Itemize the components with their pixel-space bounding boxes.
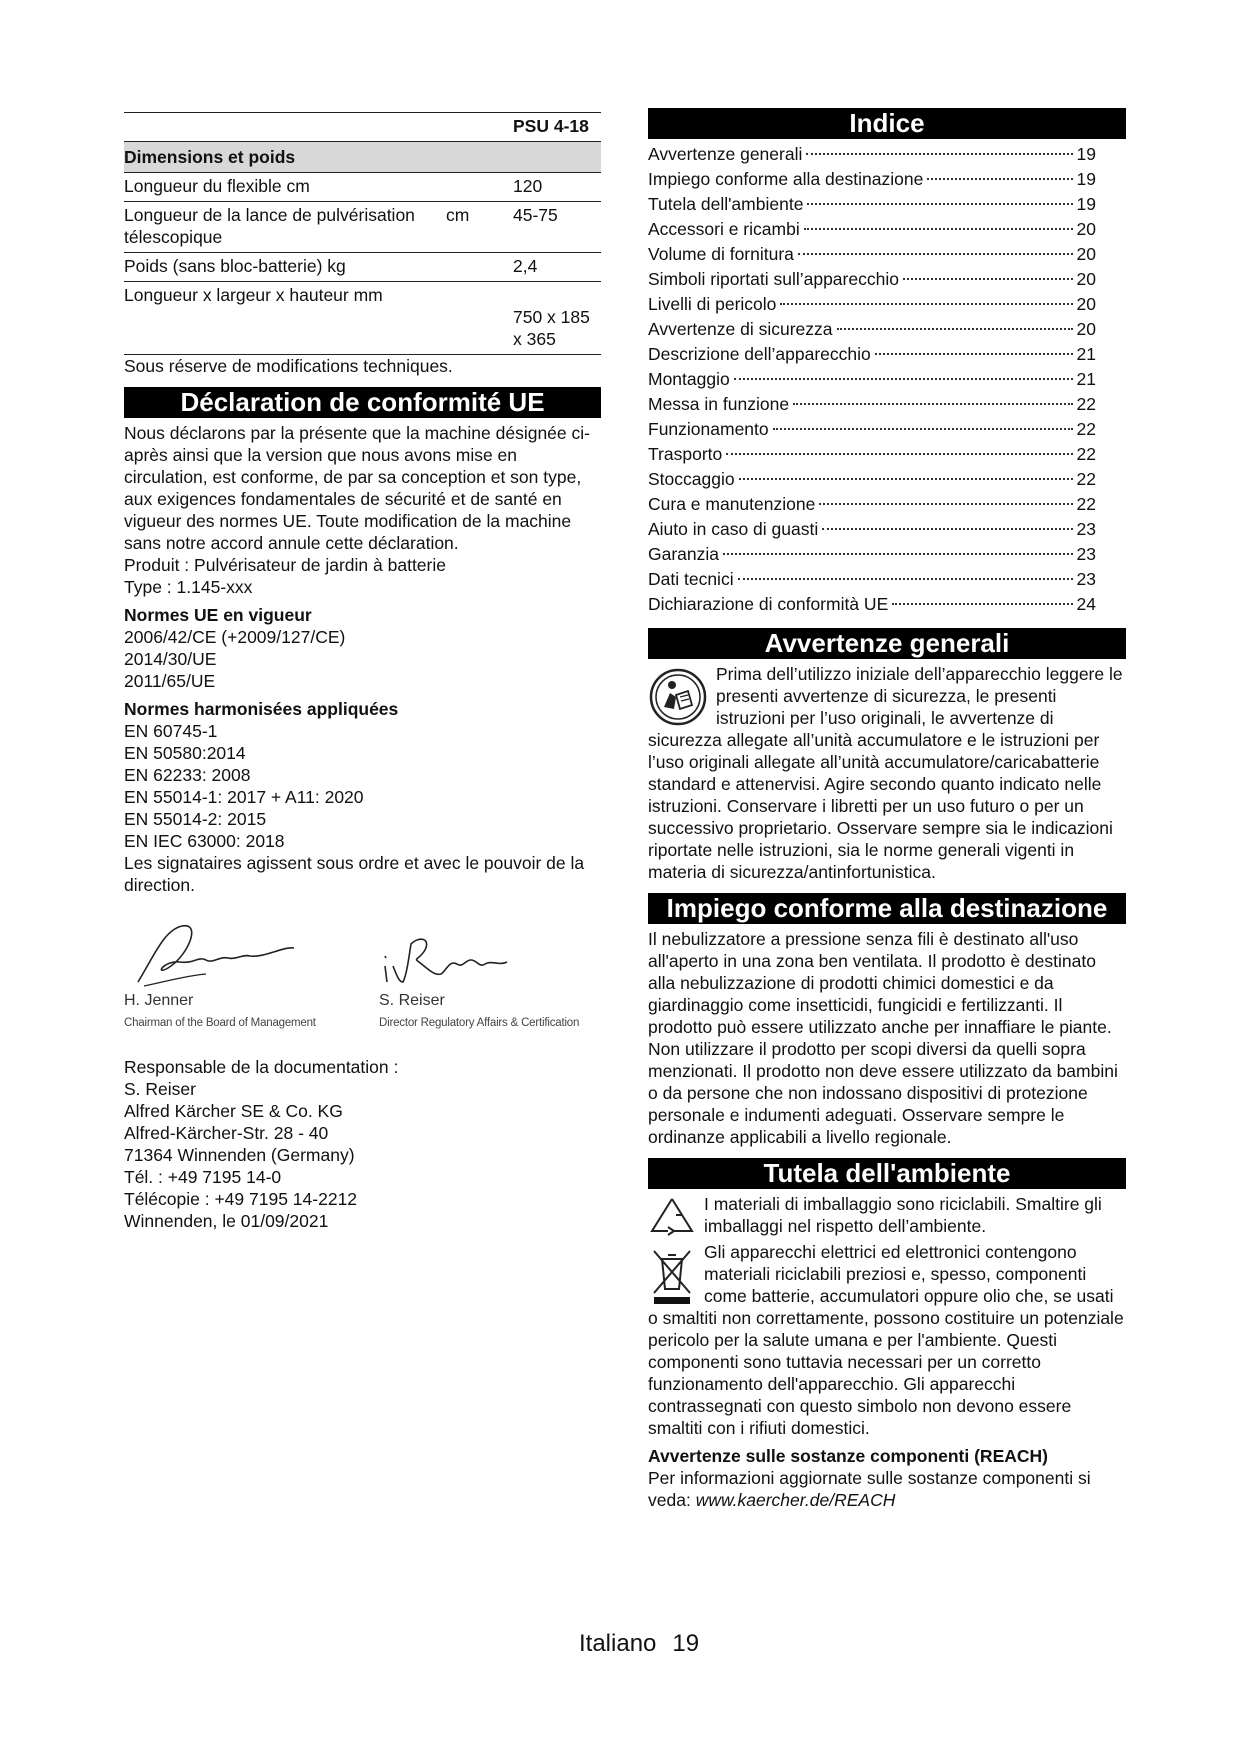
toc-leader (723, 553, 1073, 555)
general-warnings-title: Avvertenze generali (648, 628, 1126, 659)
doc-line: Télécopie : +49 7195 14-2212 (124, 1189, 358, 1209)
toc-leader (734, 378, 1073, 380)
toc-label: Descrizione dell’apparecchio (648, 344, 871, 364)
spec-value: 750 x 185 x 365 (513, 282, 601, 355)
toc-page: 20 (1076, 319, 1096, 339)
toc-label: Impiego conforme alla destinazione (648, 169, 924, 189)
table-of-contents (648, 143, 1126, 618)
toc-item[interactable] (648, 343, 1126, 368)
toc-leader (739, 478, 1073, 480)
page-number: 19 (672, 1630, 700, 1657)
spec-value: 2,4 (513, 253, 601, 282)
spec-value: 120 (513, 173, 601, 202)
spec-row (124, 282, 601, 355)
doc-line: Alfred Kärcher SE & Co. KG (124, 1101, 343, 1121)
spec-row (124, 173, 601, 202)
toc-leader (793, 403, 1072, 405)
reach-paragraph (648, 1467, 1126, 1511)
signature-jenner-icon (124, 916, 324, 994)
toc-label: Cura e manutenzione (648, 494, 816, 514)
toc-label: Dati tecnici (648, 569, 734, 589)
declaration-title: Déclaration de conformité UE (124, 387, 601, 418)
toc-page: 23 (1076, 569, 1096, 589)
toc-leader (903, 278, 1073, 280)
spec-group-row (124, 142, 601, 173)
toc-page: 21 (1076, 369, 1096, 389)
spec-header-row (124, 113, 601, 142)
toc-label: Garanzia (648, 544, 720, 564)
toc-label: Stoccaggio (648, 469, 735, 489)
toc-page: 22 (1076, 419, 1096, 439)
toc-item[interactable] (648, 168, 1126, 193)
model-header: PSU 4-18 (513, 113, 601, 142)
toc-item[interactable] (648, 293, 1126, 318)
toc-page: 23 (1076, 519, 1096, 539)
intended-use-text: Il nebulizzatore a pressione senza fili è destinato all'uso all'aperto in una zona ben ventilata. Il prodotto è destinato alla nebulizzazione di prodotti chimici domestici e da giardinaggio come insetticidi, fungicidi e fertilizzanti. Il prodotto può essere utilizzato anche per innaffiare le piante. Non utilizzare il prodotto per scopi diversi da quelli sopra menzionati. Il prodotto non deve essere utilizzato da bambini o da persone che non indossano dispositivi di protezione personale e indumenti adeguati. Osservare sempre le ordinanze applicabili a livello regionale. (648, 929, 1118, 1147)
toc-item[interactable] (648, 593, 1126, 618)
toc-leader (780, 303, 1072, 305)
toc-page: 19 (1076, 144, 1096, 164)
toc-page: 22 (1076, 469, 1096, 489)
doc-line: Winnenden, le 01/09/2021 (124, 1211, 329, 1231)
toc-page: 20 (1076, 219, 1096, 239)
intended-use-title: Impiego conforme alla destinazione (648, 893, 1126, 924)
toc-leader (927, 178, 1072, 180)
spec-label: Longueur du flexible (124, 176, 282, 196)
toc-item[interactable] (648, 518, 1126, 543)
toc-item[interactable] (648, 568, 1126, 593)
toc-label: Montaggio (648, 369, 730, 389)
signatures (124, 916, 601, 1046)
toc-page: 21 (1076, 344, 1096, 364)
spec-table (124, 112, 601, 355)
crossed-bin-icon (648, 1245, 696, 1305)
recycle-icon (648, 1195, 696, 1239)
toc-leader (892, 603, 1072, 605)
right-column (648, 108, 1126, 1511)
environment-title: Tutela dell'ambiente (648, 1158, 1126, 1189)
eu-norm-item: 2014/30/UE (124, 649, 217, 669)
declaration-product: Produit : Pulvérisateur de jardin à batterie (124, 555, 446, 575)
signer-name: H. Jenner (124, 992, 194, 1009)
toc-item[interactable] (648, 543, 1126, 568)
toc-leader (726, 453, 1072, 455)
toc-leader (807, 203, 1072, 205)
toc-page: 19 (1076, 169, 1096, 189)
doc-line: Alfred-Kärcher-Str. 28 - 40 (124, 1123, 329, 1143)
harmonized-norm-item: EN IEC 63000: 2018 (124, 831, 285, 851)
toc-leader (875, 353, 1073, 355)
toc-leader (773, 428, 1073, 430)
toc-label: Funzionamento (648, 419, 769, 439)
harmonized-norm-item: EN 50580:2014 (124, 743, 246, 763)
doc-line: S. Reiser (124, 1079, 196, 1099)
documentation-contact (124, 1056, 601, 1232)
spec-label: Poids (sans bloc-batterie) (124, 256, 323, 276)
toc-label: Volume di fornitura (648, 244, 794, 264)
toc-page: 20 (1076, 269, 1096, 289)
toc-leader (819, 503, 1072, 505)
signature-reiser-icon (379, 916, 579, 994)
toc-item[interactable] (648, 443, 1126, 468)
harmonized-norm-item: EN 62233: 2008 (124, 765, 251, 785)
technical-note: Sous réserve de modifications techniques. (124, 356, 453, 376)
toc-page: 22 (1076, 444, 1096, 464)
harmonized-norms-title: Normes harmonisées appliquées (124, 699, 399, 719)
declaration-type: Type : 1.145-xxx (124, 577, 253, 597)
signer-name: S. Reiser (379, 992, 445, 1009)
eu-norm-item: 2006/42/CE (+2009/127/CE) (124, 627, 346, 647)
signature-block-reiser (379, 916, 629, 1034)
toc-item[interactable] (648, 268, 1126, 293)
toc-page: 22 (1076, 494, 1096, 514)
spec-row (124, 202, 601, 253)
toc-item[interactable] (648, 243, 1126, 268)
toc-item[interactable] (648, 468, 1126, 493)
toc-label: Dichiarazione di conformità UE (648, 594, 889, 614)
toc-leader (804, 228, 1073, 230)
spec-label: Longueur de la lance de pulvérisation télescopique (124, 205, 415, 247)
toc-leader (738, 578, 1073, 580)
doc-line: Tél. : +49 7195 14-0 (124, 1167, 282, 1187)
declaration-intro: Nous déclarons par la présente que la machine désignée ci-après ainsi que la version que nous avons mise en circulation, est conforme, de par sa conception et son type, aux exigences fondamentales de sécurité et de santé en vigueur des normes UE. Toute modification de la machine sans notre accord annule cette déclaration. (124, 423, 590, 553)
weee-note (648, 1241, 1126, 1439)
toc-page: 20 (1076, 294, 1096, 314)
spec-unit: cm (446, 205, 470, 225)
spec-unit: mm (353, 285, 383, 305)
toc-item[interactable] (648, 193, 1126, 218)
toc-label: Avvertenze generali (648, 144, 803, 164)
toc-leader (822, 528, 1072, 530)
toc-label: Trasporto (648, 444, 723, 464)
toc-label: Tutela dell'ambiente (648, 194, 804, 214)
toc-page: 19 (1076, 194, 1096, 214)
toc-leader (837, 328, 1073, 330)
toc-label: Livelli di pericolo (648, 294, 777, 314)
spec-label: Longueur x largeur x hauteur (124, 285, 349, 305)
spec-value: 45-75 (513, 202, 601, 253)
signer-role: Chairman of the Board of Management (124, 1017, 316, 1029)
toc-item[interactable] (648, 143, 1126, 168)
index-title: Indice (648, 108, 1126, 139)
doc-line: 71364 Winnenden (Germany) (124, 1145, 355, 1165)
eu-norm-item: 2011/65/UE (124, 671, 216, 691)
toc-page: 24 (1076, 594, 1096, 614)
footer-language: Italiano (579, 1630, 657, 1657)
toc-leader (798, 253, 1073, 255)
reach-link[interactable]: www.kaercher.de/REACH (695, 1490, 896, 1510)
spec-unit: kg (327, 256, 346, 276)
toc-label: Messa in funzione (648, 394, 790, 414)
toc-item[interactable] (648, 218, 1126, 243)
harmonized-norm-item: EN 60745-1 (124, 721, 218, 741)
doc-line: Responsable de la documentation : (124, 1057, 399, 1077)
spec-unit: cm (286, 176, 310, 196)
reach-title: Avvertenze sulle sostanze componenti (REACH) (648, 1446, 1048, 1466)
weee-text: Gli apparecchi elettrici ed elettronici contengono materiali riciclabili preziosi e, spesso, componenti come batterie, accumulatori oppure olio che, se usati o smaltiti non correttamente, possono costituire un potenziale pericolo per la salute umana e per l'ambiente. Questi componenti sono tuttavia necessari per un corretto funzionamento dell'apparecchio. Gli apparecchi contrassegnati con questo simbolo non devono essere smaltiti con i rifiuti domestici. (648, 1242, 1124, 1438)
toc-item[interactable] (648, 393, 1126, 418)
toc-label: Simboli riportati sull’apparecchio (648, 269, 899, 289)
page-footer (579, 1630, 715, 1658)
signatories-note: Les signataires agissent sous ordre et avec le pouvoir de la direction. (124, 853, 585, 895)
toc-label: Aiuto in caso di guasti (648, 519, 819, 539)
toc-page: 20 (1076, 244, 1096, 264)
toc-item[interactable] (648, 318, 1126, 343)
harmonized-norm-item: EN 55014-1: 2017 + A11: 2020 (124, 787, 364, 807)
spec-group-title: Dimensions et poids (124, 142, 601, 173)
toc-item[interactable] (648, 418, 1126, 443)
general-warnings-text: Prima dell’utilizzo iniziale dell’apparecchio leggere le presenti avvertenze di sicurezza, le presenti istruzioni per l’uso originali, le avvertenze di sicurezza allegate all’unità accumulatore e le istruzioni per l’uso originali allegate all’unità accumulatore/caricabatterie standard e attenervisi. Agire secondo quanto indicato nelle istruzioni. Conservare i libretti per un uso futuro o per un successivo proprietario. Osservare sempre sia le indicazioni riportate nelle istruzioni, sia le norme generali vigenti in materia di sicurezza/antinfortunistica. (648, 664, 1123, 882)
toc-item[interactable] (648, 493, 1126, 518)
read-manual-icon (648, 667, 708, 727)
signer-role: Director Regulatory Affairs & Certification (379, 1017, 580, 1029)
harmonized-norm-item: EN 55014-2: 2015 (124, 809, 267, 829)
left-column (124, 112, 601, 1232)
recycle-note (648, 1193, 1126, 1237)
toc-leader (806, 153, 1072, 155)
toc-page: 22 (1076, 394, 1096, 414)
reach-text: Per informazioni aggiornate sulle sostanze componenti si veda: (648, 1468, 1091, 1510)
toc-label: Accessori e ricambi (648, 219, 800, 239)
general-warnings (648, 663, 1126, 883)
recycle-text: I materiali di imballaggio sono riciclabili. Smaltire gli imballaggi nel rispetto dell’ambiente. (704, 1194, 1102, 1236)
eu-norms-title: Normes UE en vigueur (124, 605, 312, 625)
signature-block-jenner (124, 916, 374, 1034)
toc-label: Avvertenze di sicurezza (648, 319, 833, 339)
toc-item[interactable] (648, 368, 1126, 393)
toc-page: 23 (1076, 544, 1096, 564)
spec-row (124, 253, 601, 282)
